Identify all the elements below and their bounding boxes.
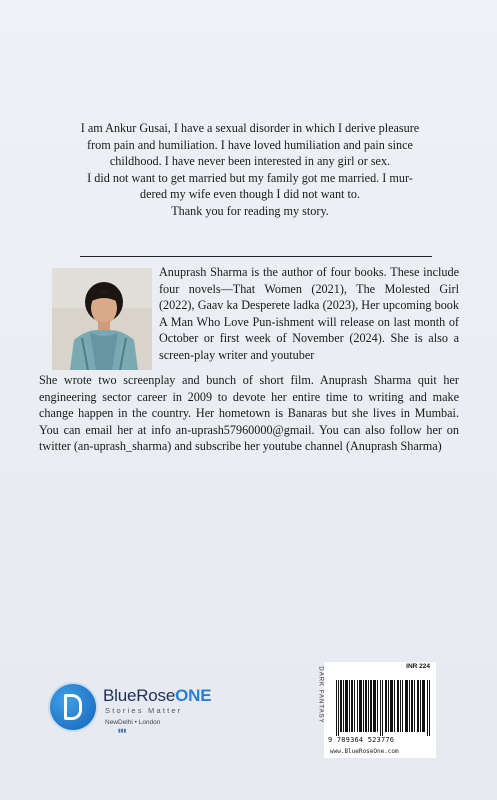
blurb-line: I am Ankur Gusai, I have a sexual disorder in which I derive pleasure [80, 121, 420, 135]
blurb-line: I did not want to get married but my family got me married. I mur- [87, 170, 413, 185]
bluerose-logo-icon [50, 684, 96, 730]
author-bio-continued: She wrote two screenplay and bunch of short film. Anuprash Sharma quit her engineering sector career in 2009 to devote her entire time to writing and make change happen in the country. Her hometown is Banaras but she lives in Mumbai. You can email her at info an-uprash57960000@gmail. You can also follow her on twitter (an-uprash_sharma) and subscribe her youtube channel (Anuprash Sharma) [39, 373, 459, 454]
book-blurb [40, 120, 460, 219]
author-photo [52, 268, 152, 370]
barcode-panel [324, 662, 436, 758]
publisher-cities: NewDelhi • London [105, 719, 161, 726]
flags-icon: ▮▮▮ [118, 728, 127, 734]
price-label: INR 224 [406, 663, 430, 670]
publisher-name: BlueRoseONE [103, 686, 212, 705]
blurb-line: childhood. I have never been interested in any girl or sex. [109, 154, 391, 168]
isbn-number: 9 789364 523776 [328, 736, 395, 744]
blurb-line: Thank you for reading my story. [171, 203, 329, 218]
genre-label: DARK FANTASY [317, 666, 324, 724]
isbn-barcode [336, 680, 430, 736]
publisher-logo [50, 684, 250, 744]
blurb-line: dered my wife even though I did not want to. [140, 187, 360, 201]
publisher-tagline: Stories Matter [105, 706, 183, 715]
blurb-line: from pain and humiliation. I have loved humiliation and pain since [87, 137, 413, 152]
publisher-website: www.BlueRoseOne.com [330, 748, 399, 755]
author-bio-intro: Anuprash Sharma is the author of four books. These include four novels—That Women (2021), The Molested Girl (2022), Gaav ka Desperete ladka (2023), Her upcoming book A Man Who Love Pun-ishment will release on last month of October or first week of November (2024). She is also a screen-play writer and youtuber [159, 265, 459, 362]
divider [80, 256, 432, 257]
